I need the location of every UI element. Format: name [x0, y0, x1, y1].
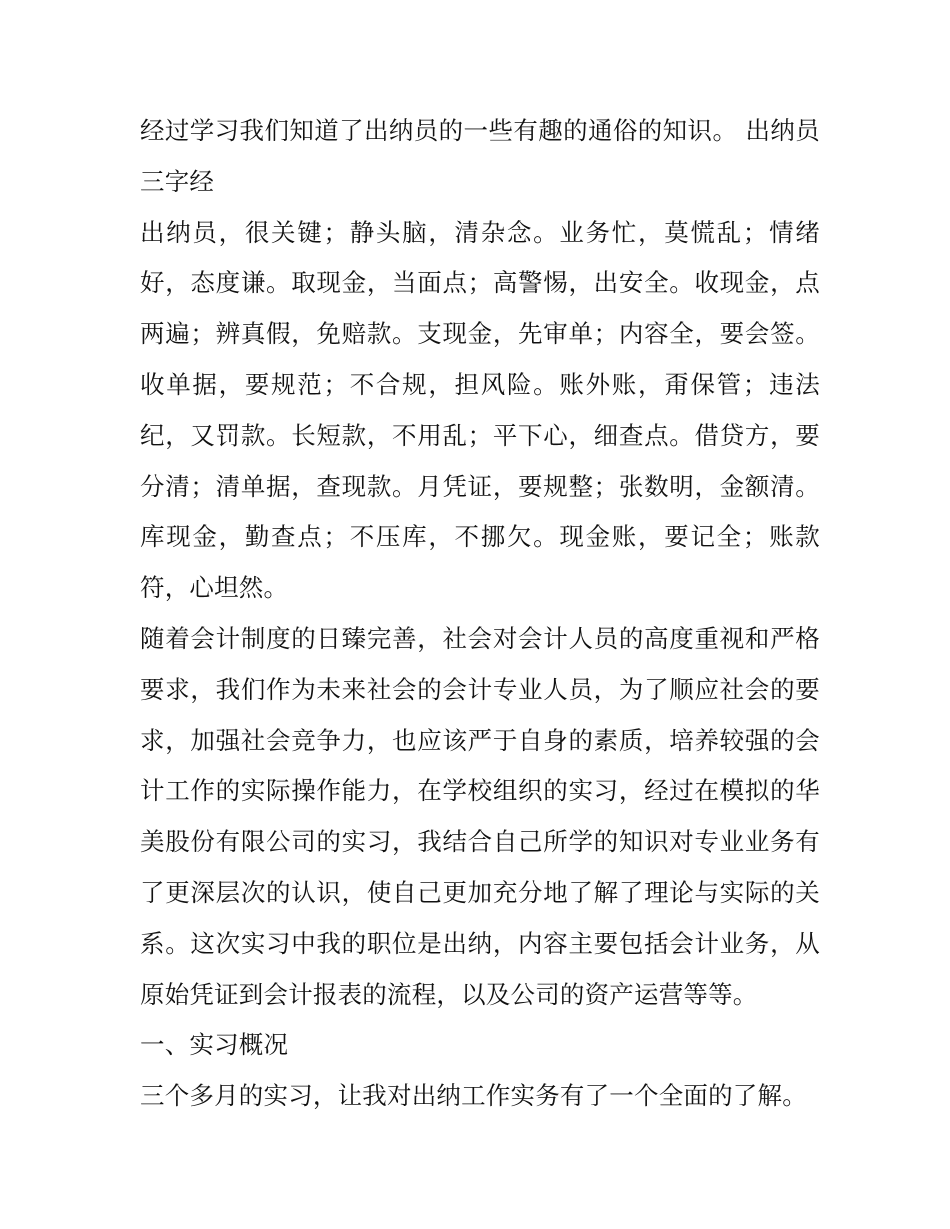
cashier-verse-paragraph: 出纳员，很关键；静头脑，清杂念。业务忙，莫慌乱；情绪好，态度谦。取现金，当面点；高警惕，出安全。收现金，点两遍；辨真假，免赔款。支现金，先审单；内容全，要会签。收单据，要规范；不合规，担风险。账外账，甭保管；违法纪，又罚款。长短款，不用乱；平下心，细查点。借贷方，要分清；清单据，查现款。月凭证，要规整；张数明，金额清。库现金，勤查点；不压库，不挪欠。现金账，要记全；账款符，心坦然。	[140, 217, 820, 603]
intro-paragraph: 经过学习我们知道了出纳员的一些有趣的通俗的知识。 出纳员三字经	[140, 116, 820, 196]
document-body	[140, 106, 820, 1122]
section-heading-overview: 一、实习概况	[140, 1030, 289, 1060]
background-paragraph: 随着会计制度的日臻完善，社会对会计人员的高度重视和严格要求，我们作为未来社会的会计专业人员，为了顺应社会的要求，加强社会竞争力，也应该严于自身的素质，培养较强的会计工作的实际操作能力，在学校组织的实习，经过在模拟的华美股份有限公司的实习，我结合自己所学的知识对专业业务有了更深层次的认识，使自己更加充分地了解了理论与实际的关系。这次实习中我的职位是出纳，内容主要包括会计业务，从原始凭证到会计报表的流程，以及公司的资产运营等等。	[140, 623, 820, 1009]
overview-paragraph: 三个多月的实习，让我对出纳工作实务有了一个全面的了解。	[140, 1081, 807, 1111]
